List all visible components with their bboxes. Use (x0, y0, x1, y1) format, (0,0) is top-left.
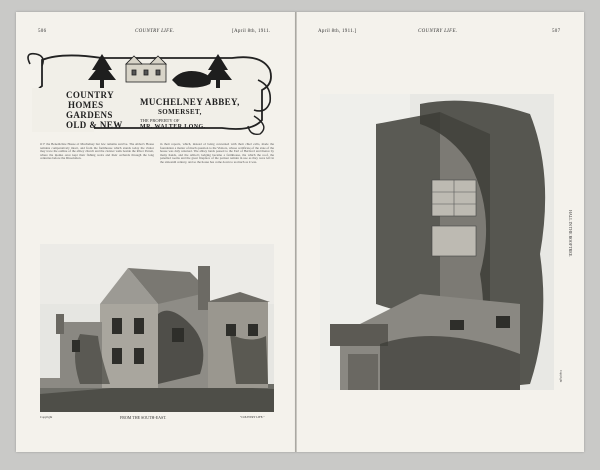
left-running-head: COUNTRY LIFE. (135, 29, 175, 34)
series-title-country: COUNTRY (66, 90, 114, 100)
photo-credit-copyright: Copyright (40, 415, 53, 419)
series-title-old-new: OLD & NEW (66, 120, 123, 130)
article-column-2 (160, 143, 274, 237)
abbey-south-east-photo (40, 244, 274, 412)
house-county: SOMERSET, (158, 108, 202, 116)
owner-line-2: MR. WALTER LONG. (140, 124, 206, 130)
photo-credit-country-life: "COUNTRY LIFE." (240, 415, 265, 419)
article-column-2-text: in their reports, which, instead of being concerned with their chief evils, made the foundation a matter of much question to the Visitors, whose certificate of the state of the house was duly returned. The abbey lands passed to the Earl of Hertford and thence by many hands, and the Abbot's lodging became a farmhouse, the which the roof, the panelled rooms and the great fireplace of the parlour remain in use as they were left in the sixteenth century, and so the house has come down to us much as it was. (160, 143, 274, 164)
plate-credit: Copyright (559, 370, 563, 383)
hall-plate-photo (320, 94, 554, 390)
article-column-1 (40, 143, 154, 237)
photo-caption: FROM THE SOUTH-EAST. (120, 415, 167, 420)
series-title-homes: HOMES (68, 100, 104, 110)
right-page-date: April 8th, 1911.] (318, 29, 357, 34)
left-page-number: 506 (38, 29, 47, 34)
right-page-number: 507 (552, 29, 561, 34)
series-title-gardens: GARDENS (66, 110, 113, 120)
book-gutter (295, 12, 297, 452)
owner-line-1: THE PROPERTY OF (140, 118, 180, 123)
house-name: MUCHELNEY ABBEY, (140, 97, 240, 107)
right-running-head: COUNTRY LIFE. (418, 29, 458, 34)
article-column-1-text: O F the Benedictine House of Muchelney but few remains survive. The Abbot's House remains comparatively intact, and from the farmhouse which stands today the visitor may trace the outline of the abbey church and the cloister walk beside the River Parrett, where the monks once kept their fishing weirs and their orchards through the long centuries before the Dissolution. (40, 143, 154, 161)
plate-caption: HALL IN THE ROOFTREE. (568, 210, 573, 258)
left-page-date: [April 8th, 1911. (232, 29, 271, 34)
